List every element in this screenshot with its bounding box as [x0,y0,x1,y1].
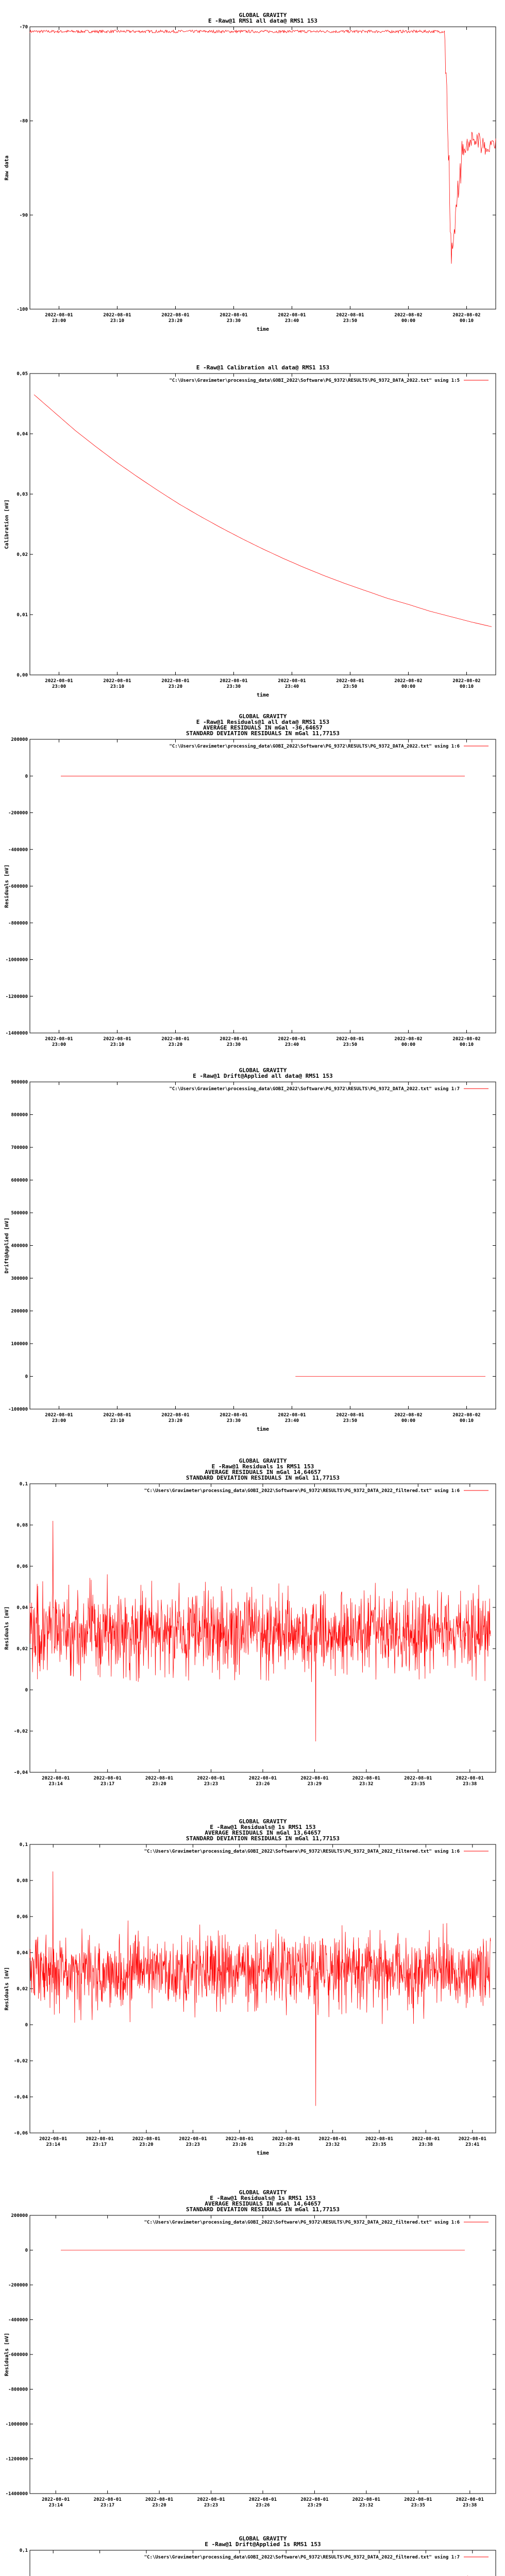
x-tick-label: 23:35 [372,2142,386,2147]
x-tick-label: 23:38 [418,2142,433,2147]
x-tick-label: 23:20 [168,1418,183,1423]
x-tick-label: 2022-08-01 [272,2137,300,2142]
legend-label: "C:\Users\Gravimeter\processing_data\GOBI_2022\Software\PG_9372\RESULTS\PG_9372_DATA_2022.txt" using 1:7 [169,1087,460,1092]
y-tick-label: -1400000 [5,1031,28,1036]
x-tick-label: 23:29 [307,1782,322,1787]
chart-title-line: E -Raw@1 RMS1 all data@ RMS1 153 [208,18,317,24]
y-tick-label: 0 [25,1688,28,1693]
x-axis-label: time [256,692,270,698]
x-tick-label: 23:20 [168,684,183,689]
plot-frame [30,1844,496,2133]
chart-title-line: GLOBAL GRAVITY [239,713,287,720]
y-tick-label: 0 [25,2023,28,2028]
chart-svg [0,340,505,701]
x-tick-label: 2022-08-01 [93,1776,122,1781]
y-tick-label: 0,1 [19,1842,28,1848]
x-tick-label: 2022-08-01 [39,2137,68,2142]
x-tick-label: 2022-08-01 [336,679,364,684]
x-tick-label: 2022-08-01 [300,1776,329,1781]
x-tick-label: 2022-08-01 [352,2497,380,2502]
chart-svg [0,2159,505,2519]
x-tick-label: 2022-08-02 [452,1413,481,1418]
x-tick-label: 2022-08-01 [45,1413,73,1418]
x-tick-label: 2022-08-01 [336,313,364,318]
chart-title-line: E -Raw@1 Residuals@1 all data@ RMS1 153 [196,719,330,725]
chart-svg [0,2519,505,2576]
y-tick-label: 0,03 [16,492,28,497]
legend-label: "C:\Users\Gravimeter\processing_data\GOBI_2022\Software\PG_9372\RESULTS\PG_9372_DATA_2022_filtered.txt" using 1:6 [144,1849,460,1854]
x-tick-label: 23:29 [307,2503,322,2508]
chart-2 [0,340,505,701]
chart-title-line: AVERAGE RESIDUALS IN mGal 14,64657 [205,1469,321,1476]
chart-title-line: AVERAGE RESIDUALS IN mGal 13,64657 [205,1829,321,1836]
x-tick-label: 2022-08-01 [161,679,190,684]
x-tick-label: 23:40 [284,318,299,324]
x-tick-label: 23:30 [226,1418,241,1423]
chart-title-line: STANDARD DEVIATION RESIDUALS IN mGal 11,77153 [186,2206,340,2213]
series-line [30,1872,491,2106]
x-tick-label: 00:10 [459,1042,474,1047]
x-tick-label: 2022-08-01 [458,2137,486,2142]
x-tick-label: 23:20 [168,1042,183,1047]
x-tick-label: 2022-08-01 [278,679,306,684]
y-tick-label: 0,04 [16,1605,28,1611]
x-tick-label: 00:10 [459,318,474,324]
y-tick-label: -1000000 [5,957,28,963]
y-axis-label: Drift@Applied [mV] [4,1217,10,1274]
y-tick-label: 300000 [11,1276,28,1281]
y-tick-label: 0,06 [16,1914,28,1920]
x-tick-label: 23:00 [52,1042,66,1047]
y-tick-label: -800000 [8,2387,28,2393]
x-tick-label: 2022-08-01 [42,1776,70,1781]
y-tick-label: -400000 [8,847,28,853]
y-tick-label: -1000000 [5,2422,28,2427]
x-tick-label: 23:20 [152,1782,166,1787]
x-tick-label: 23:26 [256,1782,270,1787]
y-tick-label: -200000 [8,2283,28,2288]
chart-1 [0,0,505,340]
y-tick-label: 0 [25,774,28,779]
x-tick-label: 2022-08-01 [45,679,73,684]
x-tick-label: 23:00 [52,318,66,324]
chart-5 [0,1437,505,1798]
chart-title-line: E -Raw@1 Drift@Applied 1s RMS1 153 [205,2541,321,2548]
x-tick-label: 2022-08-01 [278,1037,306,1042]
x-tick-label: 23:30 [226,318,241,324]
chart-7 [0,2159,505,2519]
x-tick-label: 2022-08-01 [161,1413,190,1418]
y-axis-label: Calibration [mV] [4,499,10,549]
legend-label: "C:\Users\Gravimeter\processing_data\GOBI_2022\Software\PG_9372\RESULTS\PG_9372_DATA_2022.txt" using 1:5 [169,378,460,383]
plot-frame [30,739,496,1033]
y-tick-label: 0,02 [16,552,28,557]
x-tick-label: 23:50 [343,684,358,689]
y-tick-label: 0 [25,2248,28,2253]
chart-title-line: GLOBAL GRAVITY [239,2189,287,2196]
x-tick-label: 23:29 [279,2142,293,2147]
x-tick-label: 23:23 [204,2503,218,2508]
chart-title-line: E -Raw@1 Residuals 1s RMS1 153 [211,1463,314,1470]
y-tick-label: 200000 [11,737,28,742]
y-tick-label: 500000 [11,1211,28,1216]
x-axis-label: time [256,2150,270,2156]
x-tick-label: 2022-08-01 [404,1776,432,1781]
y-tick-label: -600000 [8,2352,28,2358]
x-tick-label: 2022-08-02 [394,1037,423,1042]
x-tick-label: 2022-08-01 [161,313,190,318]
x-tick-label: 2022-08-01 [456,1776,484,1781]
x-axis-label: time [256,327,270,332]
x-tick-label: 2022-08-01 [197,1776,225,1781]
x-tick-label: 23:14 [46,2142,60,2147]
x-tick-label: 23:50 [343,1042,358,1047]
x-tick-label: 23:50 [343,318,358,324]
chart-svg [0,1061,505,1437]
x-tick-label: 2022-08-01 [336,1413,364,1418]
x-tick-label: 2022-08-01 [103,1037,131,1042]
x-tick-label: 2022-08-02 [452,679,481,684]
chart-title-line: E -Raw@1 Calibration all data@ RMS1 153 [196,364,330,371]
x-tick-label: 23:26 [232,2142,247,2147]
legend-label: "C:\Users\Gravimeter\processing_data\GOBI_2022\Software\PG_9372\RESULTS\PG_9372_DATA_2022_filtered.txt" using 1:7 [144,2555,460,2560]
x-tick-label: 2022-08-01 [103,1413,131,1418]
x-tick-label: 2022-08-01 [225,2137,254,2142]
y-tick-label: -0,06 [13,2131,28,2136]
chart-title-line: GLOBAL GRAVITY [239,2535,287,2542]
y-tick-label: 0,1 [19,2548,28,2553]
y-tick-label: 0,08 [16,1878,28,1884]
y-tick-label: 0 [25,1374,28,1380]
x-axis-label: time [256,1427,270,1432]
x-tick-label: 23:00 [52,1418,66,1423]
x-tick-label: 2022-08-01 [145,1776,174,1781]
plot-frame [30,1082,496,1409]
x-tick-label: 2022-08-02 [452,1037,481,1042]
chart-title-line: E -Raw@1 Drift@Applied all data@ RMS1 153 [193,1073,333,1079]
y-tick-label: 0,00 [16,673,28,678]
y-tick-label: 900000 [11,1080,28,1085]
x-tick-label: 23:35 [411,2503,425,2508]
chart-8 [0,2519,505,2576]
y-tick-label: -0,04 [13,2095,28,2100]
x-tick-label: 2022-08-02 [394,679,423,684]
x-tick-label: 2022-08-01 [220,1037,248,1042]
chart-title-line: E -Raw@1 Residuals@ 1s RMS1 153 [210,1824,316,1831]
y-tick-label: 0,1 [19,1482,28,1487]
y-tick-label: 0,02 [16,1987,28,1992]
y-tick-label: 400000 [11,1243,28,1249]
x-tick-label: 23:00 [52,684,66,689]
x-tick-label: 2022-08-01 [248,1776,277,1781]
legend-label: "C:\Users\Gravimeter\processing_data\GOBI_2022\Software\PG_9372\RESULTS\PG_9372_DATA_2022_filtered.txt" using 1:6 [144,1488,460,1494]
x-tick-label: 2022-08-01 [103,313,131,318]
chart-title-line: STANDARD DEVIATION RESIDUALS IN mGal 11,77153 [186,1475,340,1481]
x-tick-label: 2022-08-01 [86,2137,114,2142]
y-tick-label: 0,04 [16,1951,28,1956]
plot-frame [30,2550,496,2576]
y-tick-label: 0,02 [16,1647,28,1652]
x-tick-label: 23:23 [204,1782,218,1787]
series-line [34,395,492,626]
chart-3 [0,701,505,1061]
x-tick-label: 2022-08-01 [300,2497,329,2502]
y-tick-label: -70 [19,25,28,30]
plot-frame [30,2215,496,2494]
y-tick-label: 0,04 [16,432,28,437]
y-tick-label: 600000 [11,1178,28,1183]
x-tick-label: 23:14 [48,2503,63,2508]
x-tick-label: 2022-08-01 [45,1037,73,1042]
y-tick-label: -200000 [8,810,28,816]
x-tick-label: 23:38 [463,1782,477,1787]
chart-title-line: STANDARD DEVIATION RESIDUALS IN mGal 11,77153 [186,730,340,737]
x-tick-label: 2022-08-01 [318,2137,347,2142]
legend-label: "C:\Users\Gravimeter\processing_data\GOBI_2022\Software\PG_9372\RESULTS\PG_9372_DATA_2022.txt" using 1:6 [169,744,460,749]
x-tick-label: 23:17 [93,2142,107,2147]
x-tick-label: 23:10 [110,1042,125,1047]
y-tick-label: -1200000 [5,2456,28,2462]
x-tick-label: 2022-08-02 [394,313,423,318]
y-tick-label: -400000 [8,2317,28,2323]
chart-title-line: GLOBAL GRAVITY [239,1458,287,1464]
chart-title-line: AVERAGE RESIDUALS IN mGal 14,64657 [205,2200,321,2207]
x-tick-label: 23:17 [100,2503,115,2508]
x-tick-label: 2022-08-01 [103,679,131,684]
x-tick-label: 23:41 [465,2142,480,2147]
x-tick-label: 23:10 [110,684,125,689]
legend-label: "C:\Users\Gravimeter\processing_data\GOBI_2022\Software\PG_9372\RESULTS\PG_9372_DATA_2022_filtered.txt" using 1:6 [144,2220,460,2225]
chart-6 [0,1798,505,2159]
x-tick-label: 23:10 [110,318,125,324]
y-tick-label: -1400000 [5,2492,28,2497]
y-tick-label: 0,06 [16,1564,28,1569]
x-tick-label: 23:20 [139,2142,154,2147]
x-tick-label: 23:10 [110,1418,125,1423]
x-tick-label: 23:20 [152,2503,166,2508]
y-axis-label: Residuals [mV] [4,1606,10,1650]
y-tick-label: 700000 [11,1145,28,1150]
chart-title-line: E -Raw@1 Residuals@ 1s RMS1 153 [210,2195,316,2201]
plot-frame [30,27,496,309]
x-tick-label: 2022-08-02 [452,313,481,318]
x-tick-label: 00:00 [401,684,416,689]
y-tick-label: 200000 [11,2213,28,2218]
x-tick-label: 23:20 [168,318,183,324]
x-tick-label: 2022-08-01 [197,2497,225,2502]
x-tick-label: 00:00 [401,1418,416,1423]
x-tick-label: 00:10 [459,684,474,689]
x-tick-label: 00:00 [401,1042,416,1047]
x-tick-label: 23:38 [463,2503,477,2508]
x-tick-label: 2022-08-01 [93,2497,122,2502]
x-tick-label: 23:32 [359,2503,374,2508]
chart-4 [0,1061,505,1437]
x-tick-label: 23:17 [100,1782,115,1787]
y-axis-label: Residuals [mV] [4,2332,10,2377]
x-tick-label: 23:35 [411,1782,425,1787]
chart-title-line: AVERAGE RESIDUALS IN mGal -36,64657 [203,724,323,731]
y-tick-label: 100000 [11,1342,28,1347]
x-tick-label: 2022-08-01 [161,1037,190,1042]
y-tick-label: 0,01 [16,613,28,618]
x-tick-label: 2022-08-01 [404,2497,432,2502]
y-tick-label: 800000 [11,1112,28,1118]
series-line [30,1521,491,1741]
x-tick-label: 2022-08-01 [278,1413,306,1418]
x-tick-label: 23:14 [48,1782,63,1787]
x-tick-label: 2022-08-01 [145,2497,174,2502]
y-tick-label: 200000 [11,1309,28,1314]
chart-title-line: STANDARD DEVIATION RESIDUALS IN mGal 11,77153 [186,1835,340,1842]
chart-title-line: GLOBAL GRAVITY [239,1067,287,1074]
plot-frame [30,374,496,675]
series-line [30,30,496,264]
chart-svg [0,1437,505,1798]
y-axis-label: Residuals [mV] [4,864,10,908]
x-tick-label: 23:40 [284,1418,299,1423]
y-tick-label: -600000 [8,884,28,889]
x-tick-label: 23:23 [186,2142,200,2147]
x-tick-label: 23:26 [256,2503,270,2508]
x-tick-label: 23:32 [326,2142,340,2147]
chart-svg [0,701,505,1061]
x-tick-label: 2022-08-01 [220,1413,248,1418]
x-tick-label: 2022-08-01 [365,2137,394,2142]
y-tick-label: -0,02 [13,2059,28,2064]
y-tick-label: 0,05 [16,371,28,377]
x-tick-label: 2022-08-01 [220,313,248,318]
x-tick-label: 2022-08-01 [179,2137,207,2142]
y-tick-label: -0,04 [13,1770,28,1775]
y-axis-label: Raw data [4,155,10,181]
x-tick-label: 00:00 [401,318,416,324]
x-tick-label: 23:32 [359,1782,374,1787]
chart-svg [0,1798,505,2159]
x-tick-label: 2022-08-01 [278,313,306,318]
x-tick-label: 2022-08-01 [248,2497,277,2502]
y-tick-label: -100000 [8,1407,28,1412]
x-tick-label: 2022-08-01 [336,1037,364,1042]
x-tick-label: 23:40 [284,1042,299,1047]
x-tick-label: 2022-08-01 [220,679,248,684]
x-tick-label: 2022-08-01 [45,313,73,318]
x-tick-label: 2022-08-02 [394,1413,423,1418]
y-tick-label: -1200000 [5,994,28,999]
y-tick-label: -0,02 [13,1729,28,1734]
chart-svg [0,0,505,340]
x-tick-label: 00:10 [459,1418,474,1423]
x-tick-label: 2022-08-01 [412,2137,440,2142]
chart-title-line: GLOBAL GRAVITY [239,1818,287,1825]
x-tick-label: 23:40 [284,684,299,689]
x-tick-label: 2022-08-01 [352,1776,380,1781]
x-tick-label: 2022-08-01 [456,2497,484,2502]
x-tick-label: 2022-08-01 [132,2137,161,2142]
y-tick-label: -90 [19,213,28,218]
y-tick-label: -800000 [8,921,28,926]
x-tick-label: 23:30 [226,1042,241,1047]
y-tick-label: -100 [16,307,28,312]
x-tick-label: 2022-08-01 [42,2497,70,2502]
y-tick-label: 0,08 [16,1523,28,1528]
y-tick-label: -80 [19,118,28,124]
x-tick-label: 23:50 [343,1418,358,1423]
x-tick-label: 23:30 [226,684,241,689]
chart-title-line: GLOBAL GRAVITY [239,12,287,19]
y-axis-label: Residuals [mV] [4,1967,10,2011]
